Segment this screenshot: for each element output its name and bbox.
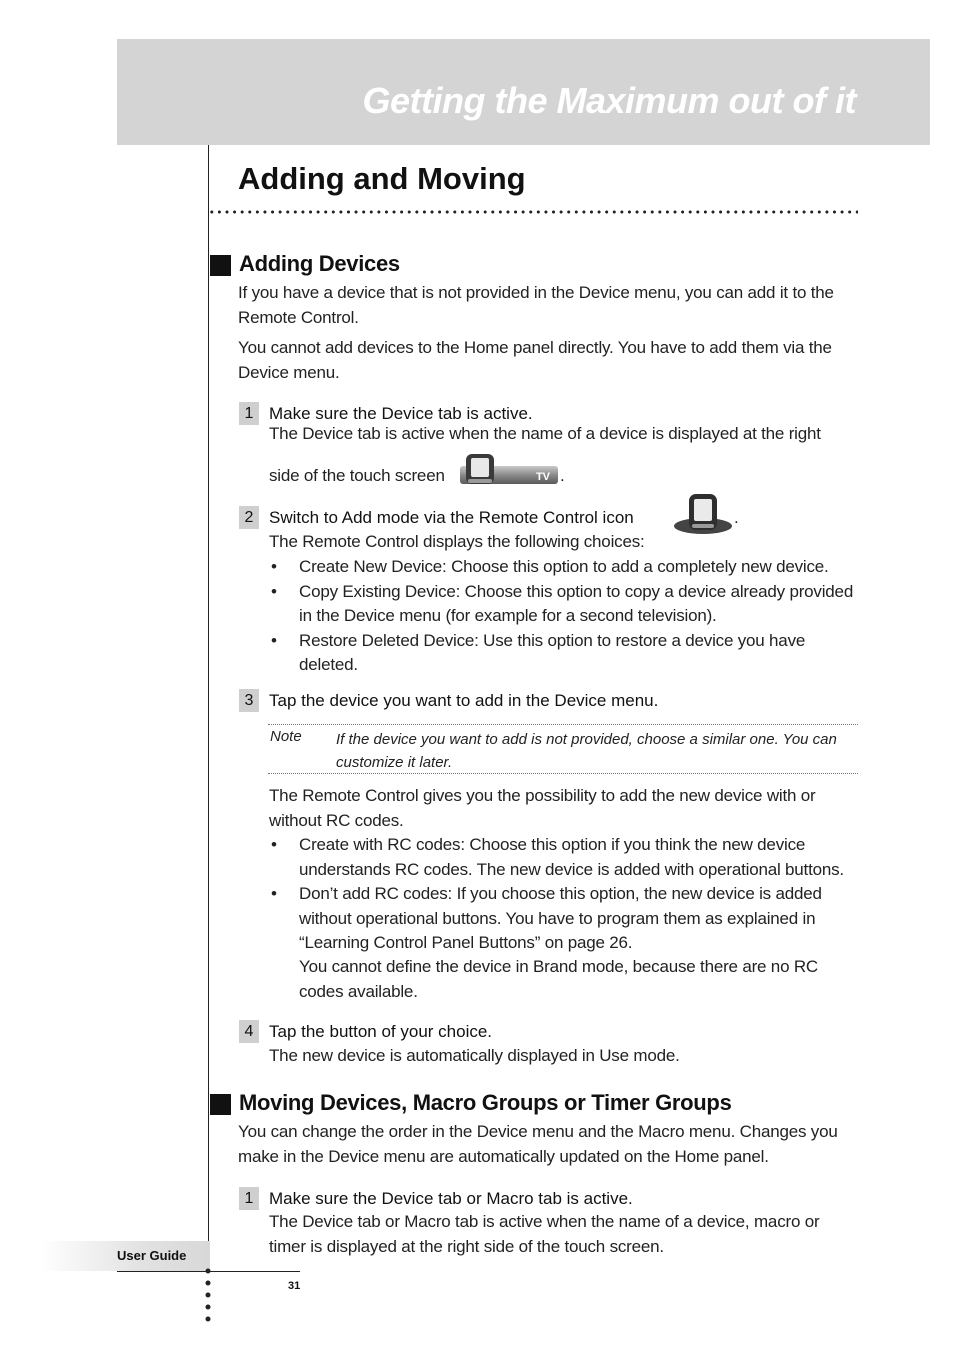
period: .	[560, 466, 565, 485]
list-item: • Restore Deleted Device: Use this option to restore a device you have deleted.	[271, 630, 806, 674]
moving-intro: You can change the order in the Device menu and the Macro menu. Changes you make in the Device menu are automatically updated on the Home panel.	[238, 1122, 838, 1166]
list-item: • Create with RC codes: Choose this option if you think the new device understands RC codes. The new device is added with operational buttons.	[271, 835, 844, 879]
adding-intro-1: If you have a device that is not provided in the Device menu, you can add it to the Remote Control.	[238, 283, 834, 327]
step-title: Tap the device you want to add in the Device menu.	[269, 691, 659, 710]
section-heading-moving: Moving Devices, Macro Groups or Timer Groups	[239, 1090, 732, 1115]
bullet-continuation: You cannot define the device in Brand mode, because there are no RC codes available.	[299, 957, 818, 1001]
tv-label: TV	[535, 471, 550, 483]
chapter-title: Getting the Maximum out of it	[362, 80, 856, 121]
section-marker	[210, 1094, 231, 1115]
note-box	[268, 724, 858, 774]
step-title: Make sure the Device tab is active.	[269, 404, 533, 423]
note-label: Note	[270, 728, 302, 745]
step-body: The new device is automatically displayed in Use mode.	[269, 1046, 680, 1065]
list-item: • Don’t add RC codes: If you choose this option, the new device is added without operational buttons. You have to program them as explained in “Learning Control Panel Buttons” on page 26.	[271, 884, 822, 952]
list-item: • Copy Existing Device: Choose this option to copy a device already provided in the Device menu (for example for a second television).	[271, 581, 854, 625]
period: .	[734, 508, 739, 527]
step-body: The Device tab or Macro tab is active when the name of a device, macro or timer is displayed at the right side of the touch screen.	[269, 1212, 820, 1256]
step-title: Tap the button of your choice.	[269, 1022, 493, 1041]
step-body: side of the touch screen	[269, 466, 445, 485]
step-body: The Device tab is active when the name of a device is displayed at the right	[269, 424, 821, 443]
step-title: Switch to Add mode via the Remote Control icon	[269, 508, 634, 527]
device-tab-tv-icon	[456, 452, 560, 488]
step-number: 3	[239, 689, 259, 712]
list-item: • Create New Device: Choose this option to add a completely new device.	[271, 557, 829, 576]
step-number: 2	[239, 506, 259, 529]
footer-label: User Guide	[117, 1248, 187, 1263]
section-heading-adding-devices: Adding Devices	[239, 251, 400, 276]
page-number: 31	[288, 1280, 301, 1292]
footer-dots	[205, 1267, 211, 1325]
step-number: 1	[239, 1187, 259, 1210]
step-number: 4	[239, 1020, 259, 1043]
choices-list	[269, 555, 859, 678]
page-title: Adding and Moving	[238, 161, 526, 196]
left-margin-rule	[208, 145, 209, 1273]
step-number: 1	[239, 402, 259, 425]
rc-codes-list	[269, 833, 859, 956]
note-text: If the device you want to add is not provided, choose a similar one. You can customize it later.	[336, 731, 837, 771]
step-body: The Remote Control gives you the possibility to add the new device with or without RC codes.	[269, 786, 816, 830]
section-marker	[210, 255, 231, 276]
step-body: The Remote Control displays the following choices:	[269, 532, 645, 551]
adding-intro-2: You cannot add devices to the Home panel directly. You have to add them via the Device menu.	[238, 338, 832, 382]
dotted-divider	[208, 210, 858, 214]
step-title: Make sure the Device tab or Macro tab is active.	[269, 1189, 633, 1208]
